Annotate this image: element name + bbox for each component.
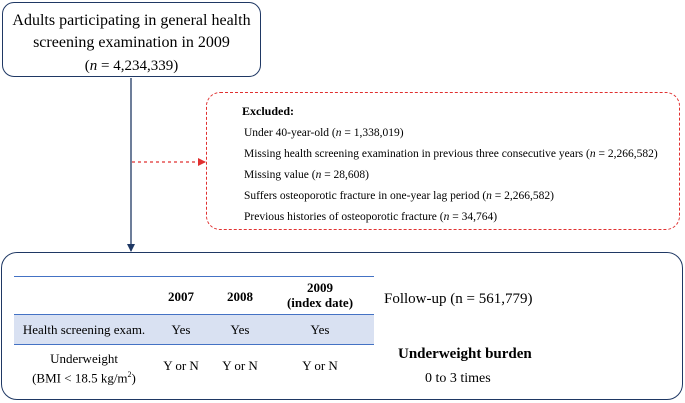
excluded-item: Missing health screening examination in previous three consecutive years (n = 2,266,582) (244, 148, 658, 160)
underweight-burden-times: 0 to 3 times (425, 371, 491, 386)
excluded-box (206, 92, 680, 230)
table-cell: Yes (310, 322, 330, 337)
population-title-line1: Adults participating in general health (12, 12, 251, 29)
follow-up-label: Follow-up (n = 561,779) (384, 291, 533, 307)
excluded-item: Suffers osteoporotic fracture in one-year lag period (n = 2,266,582) (244, 190, 554, 202)
table-row-rule (14, 344, 374, 345)
header-2008: 2008 (227, 289, 253, 304)
table-cell: Y or N (302, 358, 338, 373)
row-label-underweight: Underweight (50, 351, 118, 366)
header-2009: 2009 (307, 280, 333, 295)
row-label-health-screening: Health screening exam. (22, 322, 146, 337)
header-2007: 2007 (168, 289, 194, 304)
table-cell: Yes (230, 322, 250, 337)
table-cell: Y or N (222, 358, 258, 373)
excluded-item: Missing value (n = 28,608) (244, 169, 370, 181)
population-box (2, 2, 261, 77)
population-title-line2: screening examination in 2009 (33, 34, 230, 51)
excluded-item: Previous histories of osteoporotic fracture (n = 34,764) (244, 211, 498, 223)
table-cell: Yes (171, 322, 191, 337)
table-cell: Y or N (163, 358, 199, 373)
excluded-item: Under 40-year-old (n = 1,338,019) (244, 127, 404, 139)
header-index-date: (index date) (286, 295, 354, 310)
excluded-title: Excluded: (242, 104, 295, 118)
row-label-bmi: (BMI < 18.5 $kg/m^2$) (32, 370, 136, 386)
table-top-rule (14, 276, 374, 277)
underweight-burden-title: Underweight burden (398, 346, 532, 362)
population-count: (n = 4,234,339) (84, 58, 179, 74)
